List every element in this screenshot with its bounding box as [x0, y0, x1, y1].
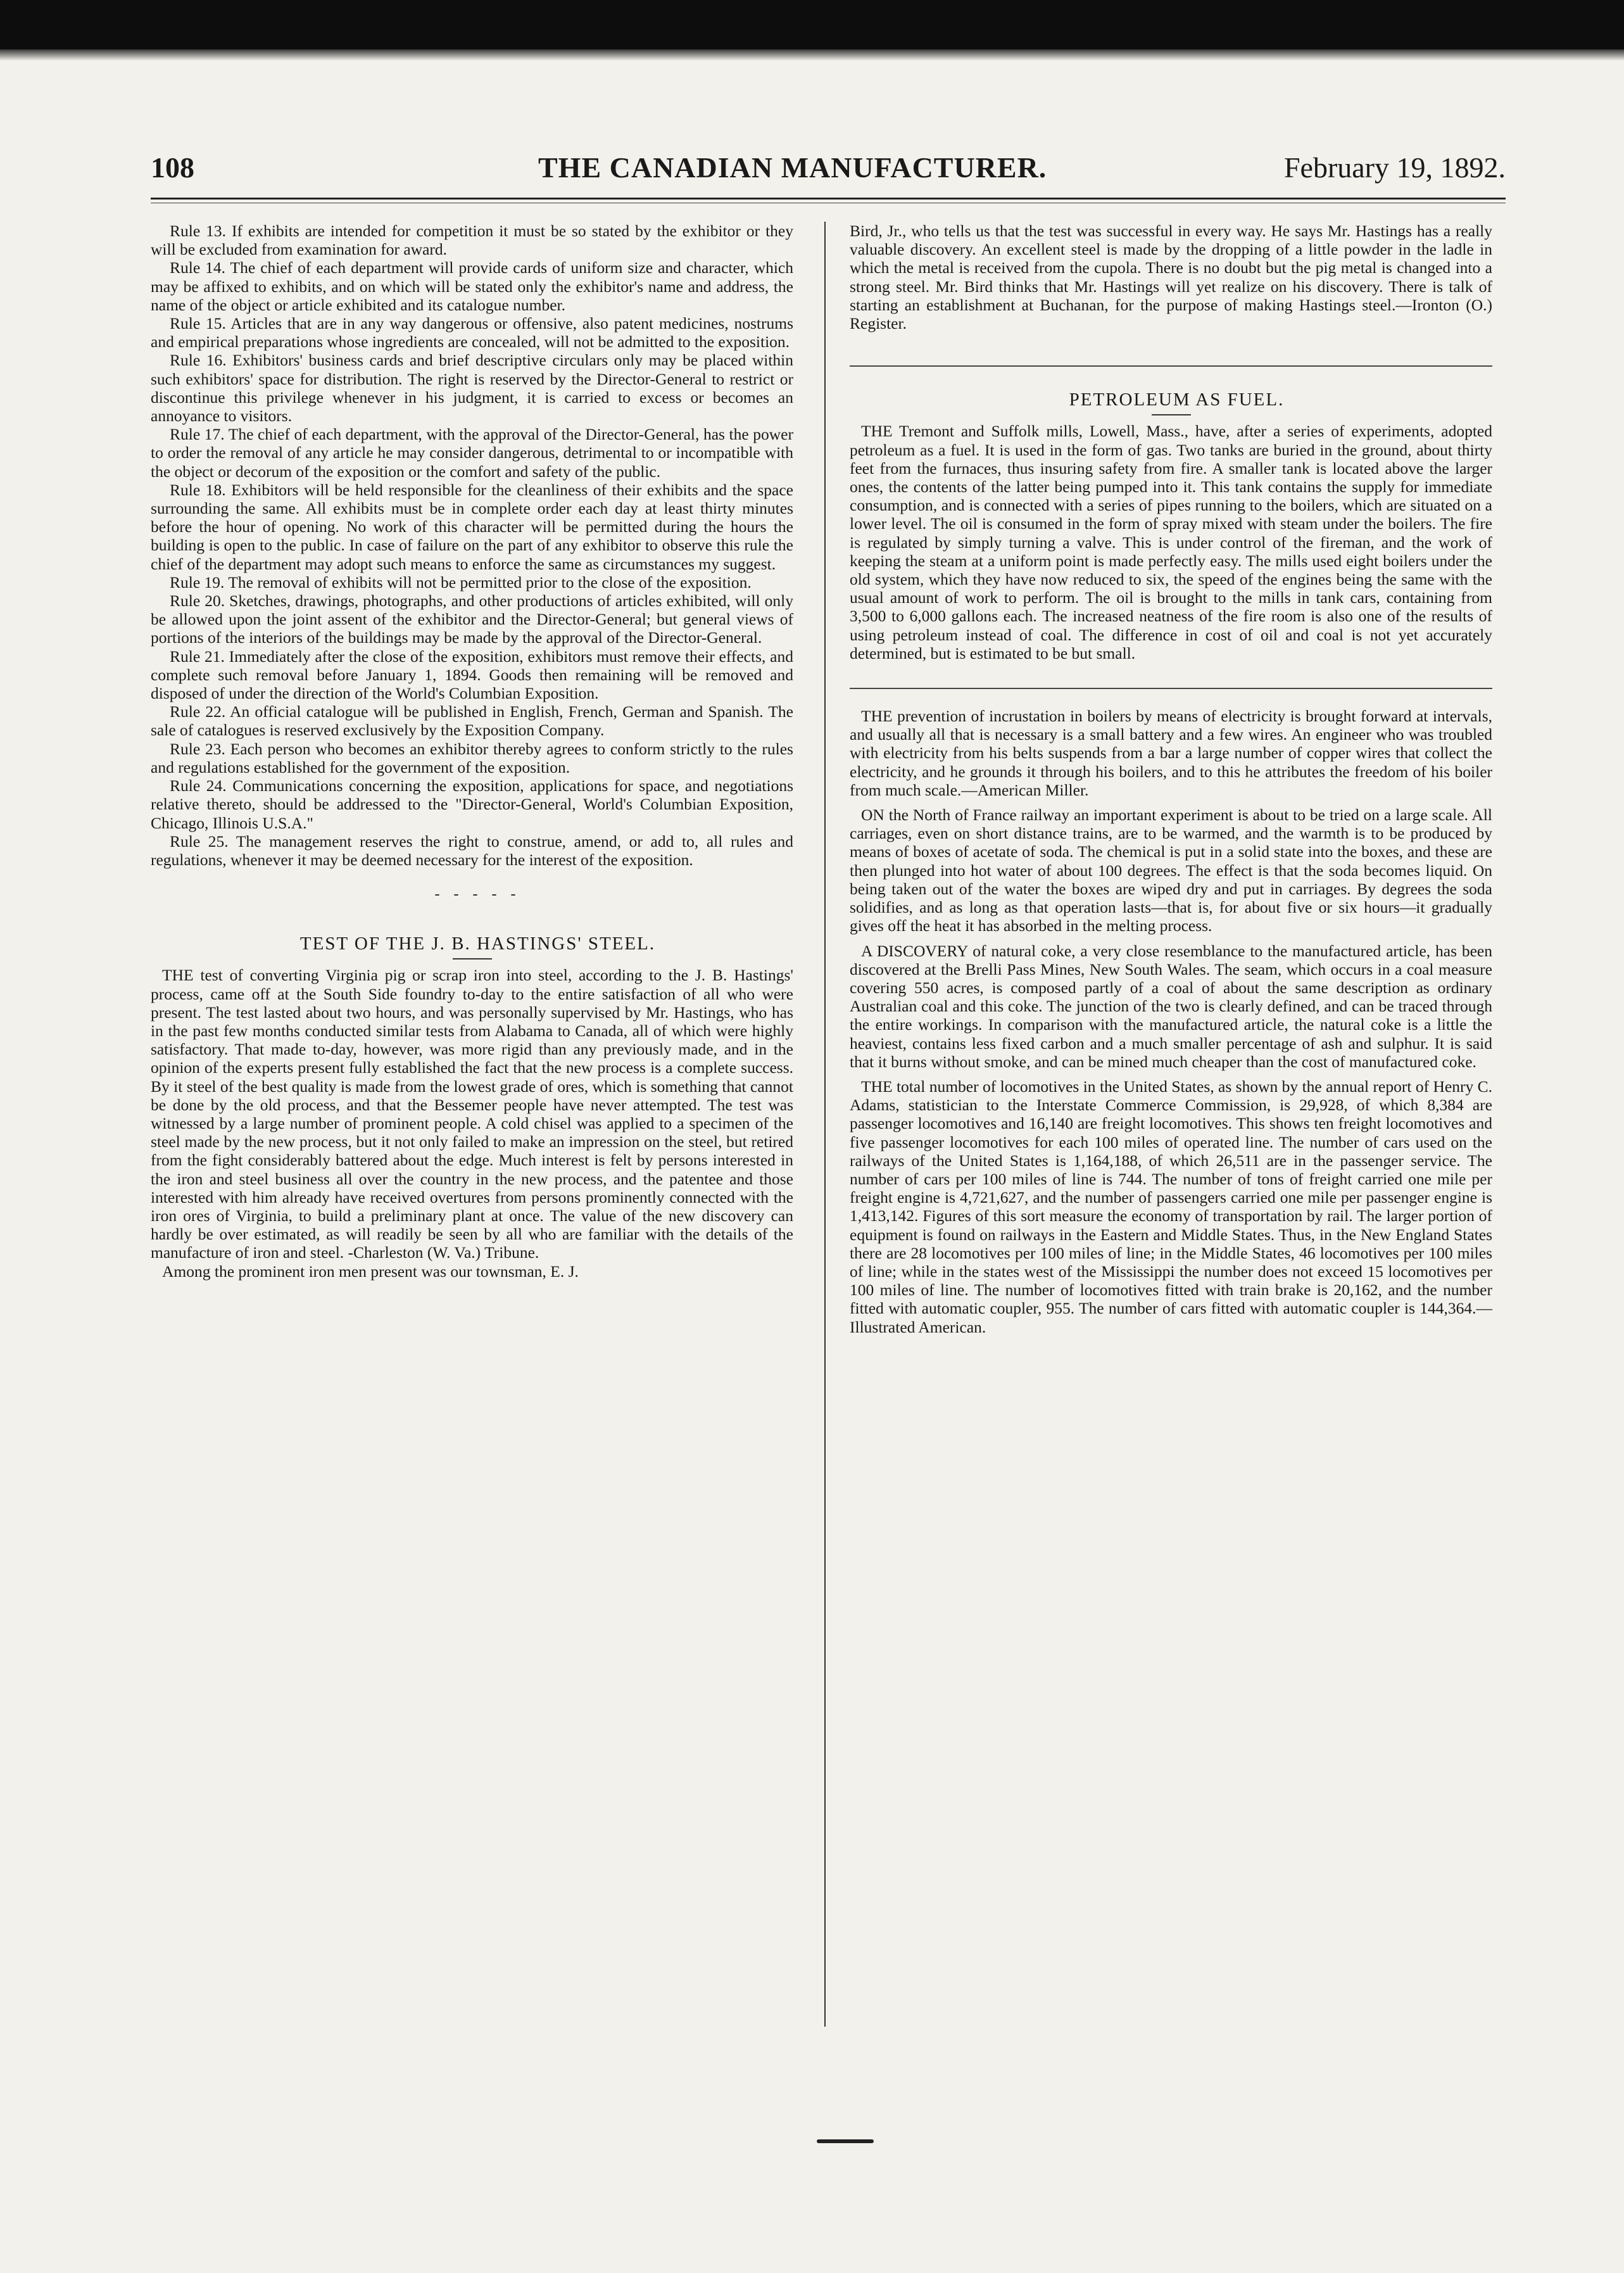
hastings-steel-continued: Bird, Jr., who tells us that the test was successful in every way. He says Mr. Hastings has a really valuable discovery. An excellent steel is made by the dropping of a little powder in the ladle in which the metal is received from the cupola. There is no doubt but the pig metal is changed into a strong steel. Mr. Bird thinks that Mr. Hastings will yet realize on his discovery. There is talk of starting an establishment at Buchanan, for the purpose of making Hastings steel.—Ironton (O.) Register.: [850, 222, 1492, 333]
rule-14: Rule 14. The chief of each department will provide cards of uniform size and character, which may be affixed to exhibits, and on which will be stated only the exhibitor's name and address, the name of the object or article exhibited and its catalogue number.: [151, 258, 793, 314]
scan-mark: [817, 2139, 874, 2143]
hastings-steel-body-2: Among the prominent iron men present was our townsman, E. J.: [162, 1262, 579, 1281]
issue-date: February 19, 1892.: [1283, 151, 1506, 184]
section-separator: - - - - -: [434, 886, 521, 903]
rule-16: Rule 16. Exhibitors' business cards and brief descriptive circulars only may be placed within such exhibitors' space for distribution. The right is reserved by the Director-General to restrict or discontinue this privilege whenever in his judgment, it is carried to excess or becomes an annoyance to visitors.: [151, 351, 793, 426]
rule-23: Rule 23. Each person who becomes an exhibitor thereby agrees to conform strictly to the rules and regulations established for the government of the exposition.: [151, 739, 793, 776]
rule-22: Rule 22. An official catalogue will be published in English, French, German and Spanish. The sale of catalogues is reserved exclusively by the Exposition Company.: [151, 702, 793, 740]
rule-21: Rule 21. Immediately after the close of the exposition, exhibitors must remove their effects, and complete such removal before January 1, 1894. Goods then remaining will be removed and disposed of under the direction of the World's Columbian Exposition.: [151, 647, 793, 703]
hastings-steel-title: TEST OF THE J. B. HASTINGS' STEEL.: [299, 934, 656, 954]
rule-24: Rule 24. Communications concerning the exposition, applications for space, and negotiations relative thereto, should be addressed to the "Director-General, World's Columbian Exposition, Chicago, Illinois U.S.A.": [151, 776, 793, 832]
petroleum-body: THE Tremont and Suffolk mills, Lowell, Mass., have, after a series of experiments, adopted petroleum as a fuel. It is used in the form of gas. Two tanks are buried in the ground, about thirty feet from the furnaces, thus insuring safety from fire. A smaller tank is located above the larger ones, the contents of the latter being pumped into it. This tank contains the supply for immediate consumption, and is connected with a series of pipes running to the boilers, which are situated on a lower level. The oil is consumed in the form of spray mixed with steam under the boilers. The fire is regulated by simply turning a valve. This is under control of the fireman, and the work of keeping the steam at a uniform point is made perfectly easy. The mills used eight boilers under the old system, which they have now reduced to six, the speed of the engines being the same with the usual amount of work to perform. The oil is brought to the mills in tank cars, containing from 3,500 to 6,000 gallons each. The increased neatness of the fire room is also one of the results of using petroleum instead of coal. The difference in cost of oil and coal is not yet accurately determined, but is estimated to be but small.: [850, 422, 1492, 662]
rule-18: Rule 18. Exhibitors will be held responsible for the cleanliness of their exhibits and the space surrounding the same. All exhibits must be in complete order each day at least thirty minutes before the hour of opening. No work of this character will be permitted during the hours the building is open to the public. In case of failure on the part of any exhibitor to observe this rule the chief of the department may adopt such means to enforce the same as circumstances my suggest.: [151, 480, 793, 573]
title-rule: [453, 958, 492, 959]
scan-shadow: [0, 49, 1624, 61]
rule-25: Rule 25. The management reserves the right to construe, amend, or add to, all rules and regulations, whenever it may be deemed necessary for the interest of the exposition.: [151, 832, 793, 869]
rule-15: Rule 15. Articles that are in any way dangerous or offensive, also patent medicines, nostrums and empirical preparations whose ingredients are concealed, will not be admitted to the exposition.: [151, 314, 793, 351]
column-divider: [824, 222, 826, 2027]
incrustation-item: THE prevention of incrustation in boilers by means of electricity is brought forward at intervals, and usually all that is necessary is a small battery and a few wires. An engineer who was troubled with electricity from his belts suspends from a bar a large number of copper wires that collect the electricity, and he grounds it through his boilers, and to this he attributes the freedom of his boiler from much scale.—American Miller.: [850, 707, 1492, 799]
rule-17: Rule 17. The chief of each department, with the approval of the Director-General, has the power to order the removal of any article he may consider dangerous, detrimental to or incompatible with the object or decorum of the exposition or the comfort and safety of the public.: [151, 425, 793, 481]
france-railway-item: ON the North of France railway an important experiment is about to be tried on a large scale. All carriages, even on short distance trains, are to be warmed, and the warmth is to be produced by means of boxes of acetate of soda. The chemical is put in a solid state into the boxes, and these are then plunged into hot water of about 100 degrees. The effect is that the soda becomes liquid. On being taken out of the water the boxes are wiped dry and put in carriages. By degrees the soda solidifies, and as long as that operation lasts—that is, for about five or six hours—it gradually gives off the heat it has absorbed in the melting process.: [850, 806, 1492, 935]
rule-20: Rule 20. Sketches, drawings, photographs, and other productions of articles exhibited, will only be allowed upon the joint assent of the exhibitor and the Director-General; but general views of portions of the interiors of the buildings may be made by the approval of the Director-General.: [151, 592, 793, 647]
rule-13: Rule 13. If exhibits are intended for competition it must be so stated by the exhibitor or they will be excluded from examination for award.: [151, 222, 793, 259]
petroleum-title: PETROLEUM AS FUEL.: [1069, 389, 1285, 410]
page-number: 108: [151, 151, 194, 184]
left-column: [151, 222, 793, 1281]
hastings-steel-body: THE test of converting Virginia pig or scrap iron into steel, according to the J. B. Hastings' process, came off at the South Side foundry to-day to the entire satisfaction of all who were present. The test lasted about two hours, and was personally supervised by Mr. Hastings, who has in the past few months conducted similar tests from Alabama to Canada, all of which were highly satisfactory. That made to-day, however, was more rigid than any previously made, and in the opinion of the experts present fully established the fact that the new process is a complete success. By it steel of the best quality is made from the lowest grade of ores, which is something that cannot be done by the old process, and that the Bessemer people have never attempted. The test was witnessed by a large number of prominent people. A cold chisel was applied to a specimen of the steel made by the new process, but it not only failed to make an impression on the steel, but retired from the fight considerably battered about the edge. Much interest is felt by persons interested in the iron and steel business all over the country in the new process, and the patentee and those interested with him already have received overtures from persons prominently connected with the iron ores of Virginia, to build a preliminary plant at once. The value of the new discovery can hardly be over estimated, as will readily be seen by all who are familiar with the details of the manufacture of iron and steel. -Charleston (W. Va.) Tribune.: [151, 966, 793, 1262]
publication-title: THE CANADIAN MANUFACTURER.: [538, 151, 1047, 184]
right-column: [850, 222, 1492, 1336]
scan-top-edge: [0, 0, 1624, 49]
rule-19: Rule 19. The removal of exhibits will not be permitted prior to the close of the exposition.: [170, 573, 752, 592]
locomotives-item: THE total number of locomotives in the United States, as shown by the annual report of Henry C. Adams, statistician to the Interstate Commerce Commission, is 29,928, of which 8,384 are passenger locomotives and 16,140 are freight locomotives. This shows ten freight locomotives and five passenger locomotives for each 100 miles of operated line. The number of cars used on the railways of the United States is 1,164,188, of which 26,511 are in the passenger service. The number of cars per 100 miles of line is 744. The number of tons of freight carried one mile per freight engine is 4,721,627, and the number of passengers carried one mile per passenger engine is 1,413,142. Figures of this sort measure the economy of transportation by rail. The larger portion of equipment is found on railways in the Eastern and Middle States. Thus, in the New England States there are 28 locomotives per 100 miles of line; in the Middle States, 46 locomotives per 100 miles of line; while in the states west of the Mississippi the number does not exceed 15 locomotives per 100 miles of line. The number of locomotives fitted with train brake is 20,162, and the number fitted with automatic coupler, 955. The number of cars fitted with automatic coupler is 144,364.—Illustrated American.: [850, 1077, 1492, 1336]
page-header: [151, 151, 1506, 195]
header-rule: [151, 198, 1506, 199]
title-rule: [1152, 414, 1191, 415]
natural-coke-item: A DISCOVERY of natural coke, a very close resemblance to the manufactured article, has been discovered at the Brelli Pass Mines, New South Wales. The seam, which occurs in a coal measure covering 550 acres, is composed partly of a coal of about the same description as ordinary Australian coal and this coke. The junction of the two is clearly defined, and can be traced through the entire workings. In comparison with the manufactured article, the natural coke is a little the heaviest, contains less fixed carbon and a much smaller percentage of ash and sulphur. It is said that it burns without smoke, and can be mined much cheaper than the cost of manufactured coke.: [850, 941, 1492, 1071]
